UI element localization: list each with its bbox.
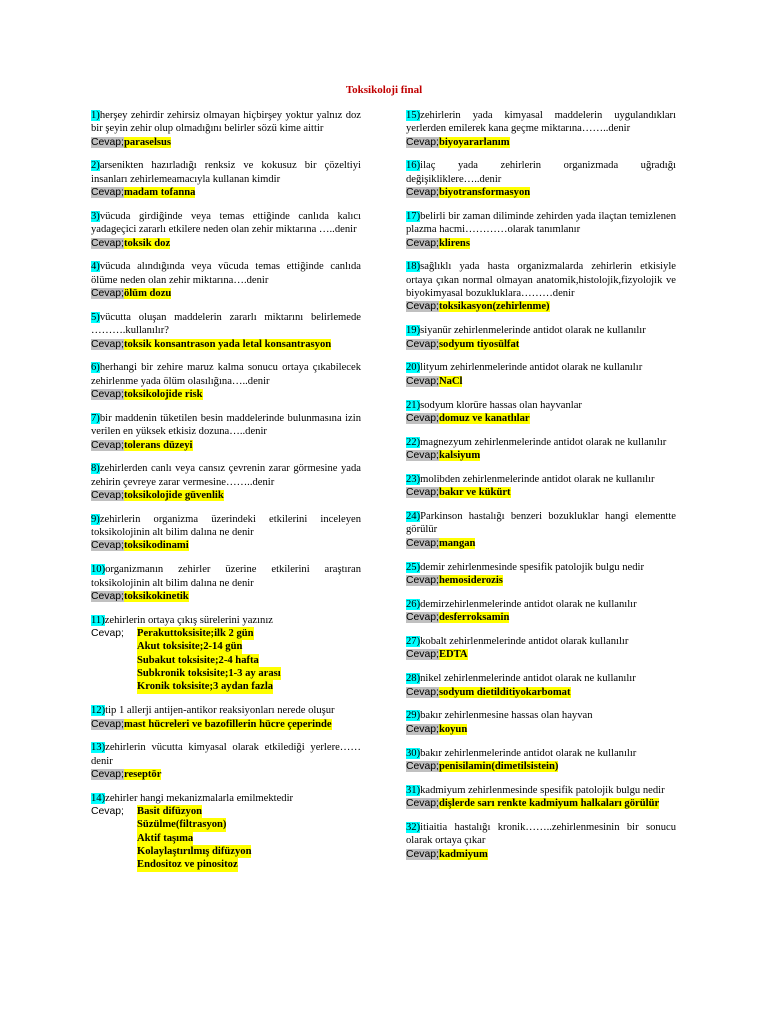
question-item: [406, 159, 676, 199]
question-number: 9): [91, 513, 100, 525]
question-text: sodyum klorüre hassas olan hayvanlar: [420, 399, 582, 411]
question-number: 6): [91, 362, 100, 374]
answer-label: Cevap;: [406, 723, 439, 735]
answer-label: Cevap;: [406, 649, 439, 661]
question-text: magnezyum zehirlenmelerinde antidot olarak ne kullanılır: [420, 436, 667, 448]
question-item: [91, 260, 361, 300]
answer-label: Cevap;: [91, 439, 124, 451]
answer-label: Cevap;: [91, 288, 124, 300]
question-text: kadmiyum zehirlenmesinde spesifik patolojik bulgu nedir: [420, 784, 665, 796]
answer-label: Cevap;: [406, 848, 439, 860]
answer-label: Cevap;: [91, 187, 124, 199]
question-text: organizmanın zehirler üzerine etkilerini araştıran toksikolojinin alt bilim dalına ne denir: [91, 564, 361, 589]
question-text: demirzehirlenmelerinde antidot olarak ne kullanılır: [420, 598, 637, 610]
answer-list-item: Subakut toksisite;2-4 hafta: [137, 654, 259, 666]
left-column: [91, 109, 361, 882]
question-item: [406, 436, 676, 463]
question-number: 32): [406, 821, 421, 833]
question-item: [91, 704, 361, 731]
answer-text: toksikasyon(zehirlenme): [438, 301, 550, 313]
answer-list-item: Endositoz ve pinositoz: [137, 859, 238, 871]
question-number: 12): [91, 705, 106, 717]
question-number: 23): [406, 473, 421, 485]
answer-label: Cevap;: [91, 489, 124, 501]
answer-label: Cevap;: [406, 686, 439, 698]
question-item: [406, 361, 676, 388]
question-number: 20): [406, 362, 421, 374]
answer-label: Cevap;: [91, 718, 124, 730]
question-text: bir maddenin tüketilen besin maddelerinde bulunmasına izin verilen en yüksek etkisiz dozuna…..denir: [91, 412, 361, 438]
answer-text: kalsiyum: [438, 450, 481, 462]
question-number: 10): [91, 564, 106, 576]
answer-text: mast hücreleri ve bazofillerin hücre çeperinde: [123, 718, 332, 730]
answer-text: mangan: [438, 537, 476, 549]
answer-text: reseptör: [123, 769, 162, 780]
question-text: zehirler hangi mekanizmalarla emilmektedir: [105, 792, 294, 804]
question-item: [406, 260, 676, 313]
question-text: arsenikten hazırladığı renksiz ve kokusuz bir çözeltiyi insanları zehirlemeamacıyla kullanan kimdir: [91, 160, 361, 185]
question-number: 17): [406, 210, 421, 222]
question-item: [406, 709, 676, 736]
question-item: [91, 741, 361, 781]
question-number: 24): [406, 511, 421, 523]
question-item: [406, 598, 676, 625]
answer-text: penisilamin(dimetilsistein): [438, 760, 559, 772]
answer-text: sodyum dietilditiyokarbomat: [438, 686, 571, 698]
question-item: [91, 361, 361, 401]
question-text: lityum zehirlenmelerinde antidot olarak ne kullanılır: [420, 362, 643, 374]
question-text: Parkinson hastalığı benzeri bozukluklar hangi elementte görülür: [406, 511, 676, 536]
answer-label: Cevap;: [91, 237, 124, 249]
answer-text: bakır ve kükürt: [438, 487, 511, 499]
question-item: [91, 462, 361, 502]
question-number: 13): [91, 742, 106, 754]
question-item: [91, 159, 361, 199]
question-number: 7): [91, 412, 100, 424]
answer-list-item: Perakuttoksisite;ilk 2 gün: [137, 628, 254, 640]
answer-label: Cevap;: [91, 806, 124, 818]
question-number: 18): [406, 261, 421, 273]
right-column: [406, 109, 676, 871]
answer-text: domuz ve kanatlılar: [438, 412, 530, 424]
answer-label: Cevap;: [406, 187, 439, 199]
question-number: 15): [406, 110, 421, 121]
answer-text: hemosiderozis: [438, 574, 503, 586]
answer-text: toksik konsantrason yada letal konsantrasyon: [123, 338, 332, 350]
question-text: sağlıklı yada hasta organizmalarda zehirlerin etkisiyle ortaya çıkan normal olmayan anatomik,histolojik,fizyolojik ve biyokimyasal bozukluklara………denir: [406, 261, 676, 300]
question-number: 26): [406, 598, 421, 610]
question-number: 4): [91, 261, 100, 273]
question-number: 31): [406, 784, 421, 796]
question-item: [406, 635, 676, 662]
question-text: bakır zehirlenmelerinde antidot olarak ne kullanılır: [420, 747, 637, 759]
answer-text: ölüm dozu: [123, 288, 172, 300]
question-number: 16): [406, 160, 421, 172]
answer-list-item: Akut toksisite;2-14 gün: [137, 641, 243, 653]
question-text: zehirlerin organizma üzerindeki etkilerini inceleyen toksikolojinin alt bilim dalına ne denir: [91, 513, 361, 539]
question-item: [91, 311, 361, 351]
answer-text: toksik doz: [123, 237, 171, 249]
question-item: [406, 821, 676, 861]
answer-text: dişlerde sarı renkte kadmiyum halkaları görülür: [438, 798, 660, 810]
question-number: 22): [406, 436, 421, 448]
answer-text: toksikokinetik: [123, 590, 189, 602]
answer-list-item: Aktif taşıma: [137, 832, 194, 844]
answer-text: biyoyararlanım: [438, 136, 510, 148]
question-item: [91, 563, 361, 603]
question-text: ilaç yada zehirlerin organizmada uğradığı değişikliklere…..denir: [406, 160, 676, 185]
question-number: 25): [406, 561, 421, 573]
question-number: 2): [91, 160, 100, 172]
answer-label: Cevap;: [406, 237, 439, 249]
answer-label: Cevap;: [406, 338, 439, 350]
question-item: [406, 473, 676, 500]
page-title: Toksikoloji final: [345, 84, 423, 96]
question-text: itiaitia hastalığı kronik……..zehirlenmesinin bir sonucu olarak ortaya çıkar: [406, 821, 676, 847]
question-text: demir zehirlenmesinde spesifik patolojik bulgu nedir: [420, 561, 645, 573]
answer-label: Cevap;: [406, 412, 439, 424]
question-item: [406, 324, 676, 351]
question-text: zehirlerden canlı veya cansız çevrenin zarar görmesine yada zehirin çevreye zarar vermesine……..denir: [91, 463, 361, 488]
answer-text: EDTA: [438, 649, 468, 661]
question-item: [406, 747, 676, 774]
answer-text: biyotransformasyon: [438, 187, 531, 199]
answer-text: sodyum tiyosülfat: [438, 338, 520, 350]
answer-label: Cevap;: [406, 301, 439, 313]
answer-list-item: Basit difüzyon: [137, 806, 203, 818]
question-number: 27): [406, 636, 421, 648]
answer-text: kadmiyum: [438, 848, 488, 860]
answer-text: NaCl: [438, 375, 463, 387]
question-item: [406, 561, 676, 588]
answer-label: Cevap;: [406, 798, 439, 810]
answer-label: Cevap;: [91, 540, 124, 552]
answer-label: Cevap;: [91, 628, 124, 640]
question-text: herşey zehirdir zehirsiz olmayan hiçbirşey yoktur yalnız doz bir şeyin zehir olup olmadığını belirler sözü kime aittir: [91, 110, 361, 135]
question-item: [91, 412, 361, 452]
answer-text: paraselsus: [123, 136, 172, 148]
question-number: 11): [91, 614, 105, 626]
answer-text: toksikolojide güvenlik: [123, 489, 224, 501]
question-text: zehirlerin yada kimyasal maddelerin uygulandıkları yerlerden emilerek kana geçme miktarına……..denir: [406, 110, 676, 135]
question-text: nikel zehirlenmelerinde antidot olarak ne kullanılır: [420, 673, 636, 685]
question-item: [406, 109, 676, 149]
answer-label: Cevap;: [406, 574, 439, 586]
question-number: 5): [91, 311, 100, 323]
question-item: [91, 513, 361, 553]
answer-label: Cevap;: [91, 590, 124, 602]
question-item: [406, 210, 676, 250]
question-text: vücutta oluşan maddelerin zararlı miktarını belirlemede ……….kullanılır?: [91, 311, 361, 337]
answer-label: Cevap;: [406, 612, 439, 624]
answer-text: toksikodinami: [123, 540, 189, 552]
question-text: zehirlerin ortaya çıkış sürelerini yazınız: [104, 614, 273, 626]
answer-label: Cevap;: [406, 136, 439, 148]
answer-list-item: Subkronik toksisite;1-3 ay arası: [137, 668, 281, 680]
answer-label: Cevap;: [406, 375, 439, 387]
answer-text: madam tofanna: [123, 187, 196, 199]
answer-list-item: Kronik toksisite;3 aydan fazla: [137, 681, 274, 693]
answer-label: Cevap;: [91, 389, 124, 401]
answer-text: tolerans düzeyi: [123, 439, 193, 451]
question-number: 1): [91, 110, 100, 121]
question-number: 3): [91, 210, 100, 222]
question-number: 28): [406, 673, 421, 685]
answer-label: Cevap;: [406, 537, 439, 549]
answer-list-item: Süzülme(filtrasyon): [137, 819, 227, 831]
answer-text: toksikolojide risk: [123, 389, 203, 401]
answer-list-item: Kolaylaştırılmış difüzyon: [137, 846, 252, 858]
question-number: 30): [406, 747, 421, 759]
question-item: [406, 672, 676, 699]
question-item: [91, 210, 361, 250]
question-item: [91, 792, 361, 872]
answer-text: koyun: [438, 723, 468, 735]
question-number: 29): [406, 710, 421, 722]
question-text: molibden zehirlenmelerinde antidot olarak ne kullanılır: [420, 473, 655, 485]
question-item: [91, 109, 361, 149]
question-text: tip 1 allerji antijen-antikor reaksiyonları nerede oluşur: [105, 705, 335, 717]
answer-label: Cevap;: [406, 487, 439, 499]
question-item: [406, 510, 676, 550]
question-number: 21): [406, 399, 421, 411]
question-text: vücuda alındığında veya vücuda temas ettiğinde canlıda ölüme neden olan zehir miktarına….denir: [91, 261, 361, 286]
answer-label: Cevap;: [406, 450, 439, 462]
question-item: [91, 614, 361, 694]
question-item: [406, 399, 676, 426]
answer-text: klirens: [438, 237, 470, 249]
answer-label: Cevap;: [91, 338, 124, 350]
question-text: bakır zehirlenmesine hassas olan hayvan: [420, 710, 593, 722]
question-number: 19): [406, 325, 421, 337]
question-text: belirli bir zaman diliminde zehirden yada ilaçtan temizlenen plazma hacmi…………olarak tanımlanır: [406, 210, 676, 236]
answer-text: desferroksamin: [438, 612, 510, 624]
question-text: kobalt zehirlenmelerinde antidot olarak kullanılır: [420, 636, 629, 648]
answer-label: Cevap;: [91, 136, 124, 148]
question-text: zehirlerin vücutta kimyasal olarak etkilediği yerlere…… denir: [91, 742, 361, 767]
question-number: 8): [91, 463, 100, 475]
question-number: 14): [91, 792, 106, 804]
question-text: siyanür zehirlenmelerinde antidot olarak ne kullanılır: [420, 325, 646, 337]
question-item: [406, 784, 676, 811]
answer-label: Cevap;: [91, 769, 124, 780]
question-text: vücuda girdiğinde veya temas ettiğinde canlıda kalıcı yadageçici zararlı etkilere neden olan zehir miktarına …..denir: [91, 210, 361, 236]
answer-label: Cevap;: [406, 760, 439, 772]
question-text: herhangi bir zehire maruz kalma sonucu ortaya çıkabilecek zehirlenme yada ölüm olasılığına…..denir: [91, 362, 361, 387]
